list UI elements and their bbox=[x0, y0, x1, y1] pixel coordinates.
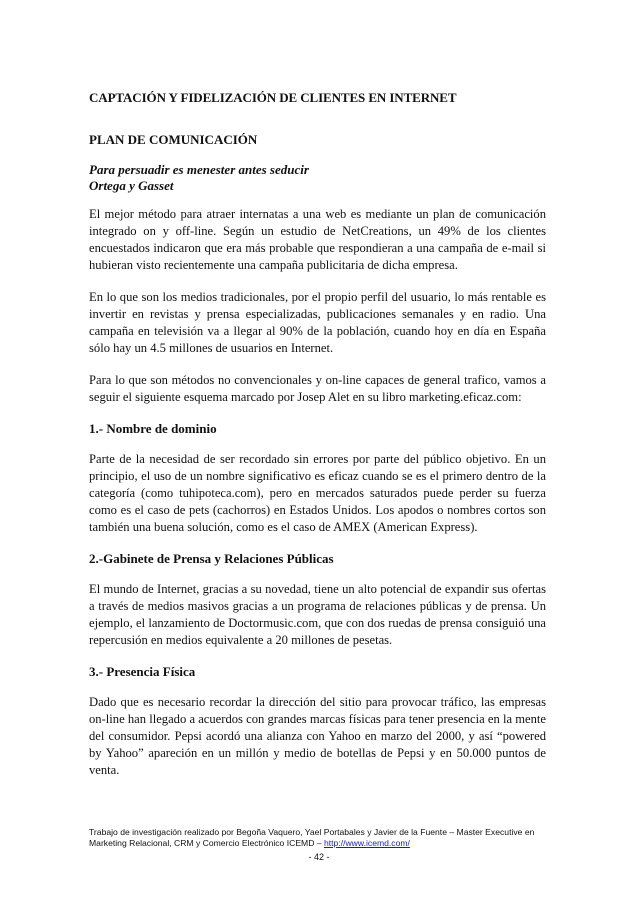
epigraph bbox=[89, 162, 546, 194]
document-title: CAPTACIÓN Y FIDELIZACIÓN DE CLIENTES EN INTERNET bbox=[89, 90, 457, 105]
paragraph-physical-presence: Dado que es necesario recordar la dirección del sitio para provocar tráfico, las empresas on-line han llegado a acuerdos con grandes marcas físicas para tener presencia en la mente del consumidor. Pepsi acordó una alianza con Yahoo en marzo del 2000, y así “powered by Yahoo” apareción en un millón y medio de botellas de Pepsi y en 50.000 puntos de venta. bbox=[89, 695, 546, 777]
footer-link[interactable]: http://www.icemd.com/ bbox=[323, 838, 410, 848]
heading-physical-presence: 3.- Presencia Física bbox=[89, 664, 196, 679]
page-number: - 42 - bbox=[308, 852, 330, 862]
paragraph-domain-name: Parte de la necesidad de ser recordado sin errores por parte del público objetivo. En un principio, el uso de un nombre significativo es eficaz cuando se es el primero dentro de la categoría (como tuhipoteca.com), pero en mercados saturados puede perder su fuerza como es el caso de pets (cachorros) en Estados Unidos. Los apodos o nombres cortos son también una buena solución, como es el caso de AMEX (American Express). bbox=[89, 452, 546, 534]
epigraph-text: Para persuadir es menester antes seducir bbox=[89, 162, 309, 177]
page-footer bbox=[89, 827, 559, 849]
section-title: PLAN DE COMUNICACIÓN bbox=[89, 132, 258, 147]
footer-credit: Trabajo de investigación realizado por Begoña Vaquero, Yael Portabales y Javier de la Fuente – Master Executive en Marketing Relacional, CRM y Comercio Electrónico ICEMD – bbox=[89, 827, 535, 848]
paragraph-press-office: El mundo de Internet, gracias a su novedad, tiene un alto potencial de expandir sus ofertas a través de medios masivos gracias a un programa de relaciones públicas y de prensa. Un ejemplo, el lanzamiento de Doctormusic.com, que con dos ruedas de prensa consiguió una repercusión en medios equivalente a 20 millones de pesetas. bbox=[89, 582, 546, 647]
heading-press-office: 2.-Gabinete de Prensa y Relaciones Públicas bbox=[89, 551, 334, 566]
epigraph-author: Ortega y Gasset bbox=[89, 178, 174, 193]
heading-domain-name: 1.- Nombre de dominio bbox=[89, 421, 217, 436]
paragraph-intro-3: Para lo que son métodos no convencionales y on-line capaces de general trafico, vamos a seguir el siguiente esquema marcado por Josep Alet en su libro marketing.eficaz.com: bbox=[89, 373, 546, 404]
paragraph-intro-2: En lo que son los medios tradicionales, por el propio perfil del usuario, lo más rentable es invertir en revistas y prensa especializadas, publicaciones semanales y en radio. Una campaña en televisión va a llegar al 90% de la población, cuando hoy en día en España sólo hay un 4.5 millones de usuarios en Internet. bbox=[89, 290, 546, 355]
page-content bbox=[89, 90, 546, 794]
paragraph-intro-1: El mejor método para atraer internatas a una web es mediante un plan de comunicación integrado on y off-line. Según un estudio de NetCreations, un 49% de los clientes encuestados indicaron que era más probable que respondieran a una campaña de e-mail si hubieran visto recientemente una campaña publicitaria de dicha empresa. bbox=[89, 207, 546, 272]
